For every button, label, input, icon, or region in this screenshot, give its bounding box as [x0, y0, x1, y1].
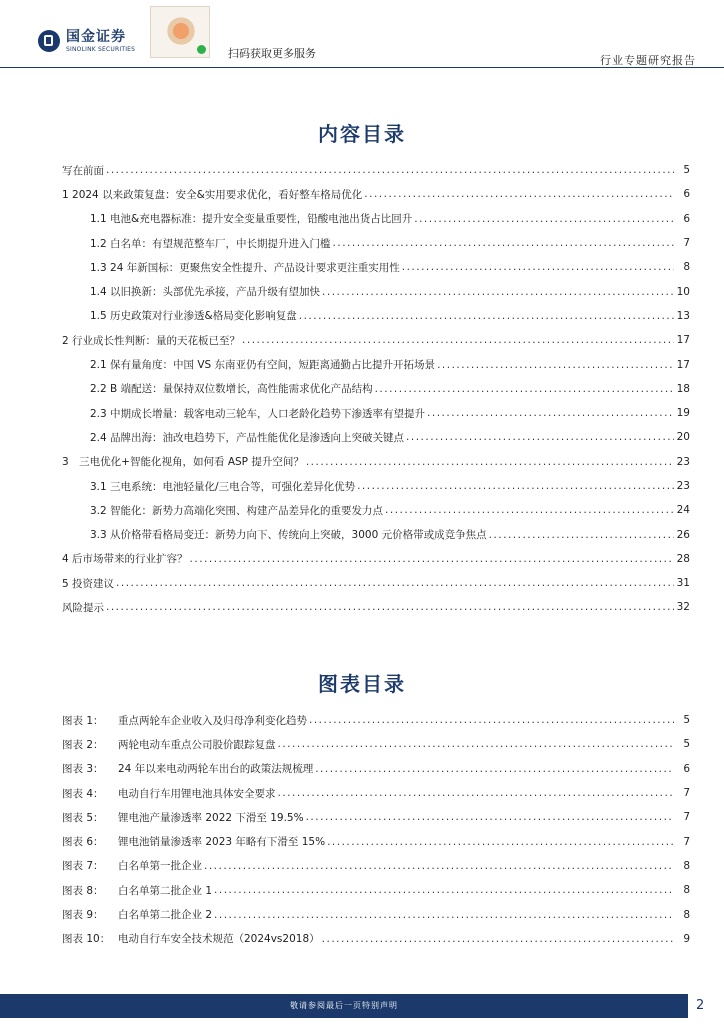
wechat-icon: [197, 45, 206, 54]
figure-entry-label: 白名单第二批企业 2: [118, 909, 213, 922]
figure-entry[interactable]: [62, 805, 690, 829]
toc-entry-page: 17: [676, 334, 690, 347]
toc-entry-label: 3.3 从价格带看格局变迁：新势力向下、传统向上突破，3000 元价格带或成竞争焦点: [90, 529, 487, 542]
toc-entry-page: 24: [676, 504, 690, 517]
toc-entry[interactable]: [62, 595, 690, 619]
toc-entry[interactable]: [62, 474, 690, 498]
footer-band: [0, 994, 688, 1018]
figure-entry[interactable]: [62, 927, 690, 951]
figure-entry-label: 电动自行车用锂电池具体安全要求: [118, 787, 276, 800]
figure-list-title: 图表目录: [318, 672, 406, 696]
toc-entry[interactable]: [62, 207, 690, 231]
figure-entry[interactable]: [62, 708, 690, 732]
brand-name-en: SINOLINK SECURITIES: [66, 45, 136, 53]
figure-leader-dots: [322, 933, 674, 945]
toc-entry-label: 3 三电优化+智能化视角，如何看 ASP 提升空间？: [62, 456, 304, 469]
toc-leader-dots: [299, 310, 674, 322]
figure-entry-number: 图表 3：: [62, 763, 104, 776]
figure-leader-dots: [306, 811, 674, 823]
figure-entry-number: 图表 2：: [62, 738, 104, 751]
toc-entry-label: 1.2 白名单：有望规范整车厂，中长期提升进入门槛: [90, 237, 331, 250]
toc-entry-page: 7: [683, 237, 690, 250]
toc-entry-page: 8: [683, 261, 690, 274]
figure-entry-label: 电动自行车安全技术规范（2024vs2018）: [118, 933, 320, 946]
toc-entry[interactable]: [62, 352, 690, 376]
figure-entry-label: 重点两轮车企业收入及归母净利变化趋势: [118, 714, 307, 727]
figure-entry[interactable]: [62, 854, 690, 878]
toc-entry-page: 28: [676, 552, 690, 565]
page-header: [0, 0, 724, 66]
figure-entry-page: 9: [683, 932, 690, 945]
brand-logo: [38, 28, 135, 54]
toc-entry[interactable]: [62, 522, 690, 546]
toc-entry-label: 1.5 历史政策对行业渗透&格局变化影响复盘: [90, 310, 297, 323]
figure-entry-label: 白名单第一批企业: [118, 860, 202, 873]
toc-entry-page: 19: [676, 407, 690, 420]
toc-entry-page: 17: [676, 358, 690, 371]
toc-entry-label: 3.1 三电系统：电池轻量化/三电合等，可强化差异化优势: [90, 480, 356, 493]
figure-entry-label: 锂电池产量渗透率 2022 下滑至 19.5%: [118, 811, 304, 824]
figure-entry-number: 图表 4：: [62, 787, 104, 800]
figure-leader-dots: [327, 836, 674, 848]
toc-entry-label: 2 行业成长性判断：量的天花板已至？: [62, 334, 241, 347]
toc-entry-label: 5 投资建议: [62, 577, 115, 590]
toc-entry[interactable]: [62, 377, 690, 401]
figure-entry-label: 锂电池销量渗透率 2023 年略有下滑至 15%: [118, 836, 326, 849]
toc-entry-label: 2.4 品牌出海：油改电趋势下，产品性能优化是渗透向上突破关键点: [90, 431, 405, 444]
figure-entry-number: 图表 5：: [62, 811, 104, 824]
toc-entry-page: 32: [676, 601, 690, 614]
figure-leader-dots: [315, 763, 674, 775]
toc-entry[interactable]: [62, 231, 690, 255]
toc-entry[interactable]: [62, 255, 690, 279]
qr-avatar-icon: [165, 15, 197, 47]
figure-entry-page: 7: [683, 811, 690, 824]
figure-entry-page: 8: [683, 859, 690, 872]
toc-leader-dots: [116, 577, 674, 589]
toc-entry-page: 6: [683, 188, 690, 201]
figure-entry-page: 6: [683, 762, 690, 775]
toc-entry-label: 1 2024 以来政策复盘：安全&实用要求优化，看好整车格局优化: [62, 188, 363, 201]
table-of-contents: [62, 158, 690, 620]
toc-entry-label: 1.1 电池&充电器标准：提升安全变量重要性，铅酸电池出货占比回升: [90, 213, 413, 226]
figure-list: [62, 708, 690, 951]
toc-leader-dots: [437, 359, 674, 371]
toc-entry-page: 6: [683, 212, 690, 225]
figure-entry-page: 7: [683, 835, 690, 848]
figure-entry-number: 图表 7：: [62, 860, 104, 873]
figure-entry[interactable]: [62, 902, 690, 926]
toc-leader-dots: [357, 480, 674, 492]
figure-entry-number: 图表 10：: [62, 933, 111, 946]
figure-leader-dots: [278, 787, 675, 799]
figure-entry-page: 5: [683, 738, 690, 751]
figure-entry-number: 图表 9：: [62, 909, 104, 922]
toc-entry-label: 4 后市场带来的行业扩容？: [62, 553, 188, 566]
figure-leader-dots: [214, 909, 674, 921]
footer-disclaimer: 敬请参阅最后一页特别声明: [290, 1001, 398, 1010]
figure-entry-number: 图表 8：: [62, 884, 104, 897]
toc-leader-dots: [106, 601, 674, 613]
figure-entry-number: 图表 1：: [62, 714, 104, 727]
toc-leader-dots: [402, 261, 674, 273]
figure-entry-number: 图表 6：: [62, 836, 104, 849]
qr-code-icon[interactable]: [150, 6, 210, 58]
figure-entry[interactable]: [62, 781, 690, 805]
toc-leader-dots: [242, 334, 674, 346]
toc-leader-dots: [190, 553, 674, 565]
toc-entry-page: 23: [676, 480, 690, 492]
figure-entry[interactable]: [62, 829, 690, 853]
toc-entry-label: 2.1 保有量角度：中国 VS 东南亚仍有空间，短距离通勤占比提升开拓场景: [90, 359, 436, 372]
toc-leader-dots: [306, 456, 674, 468]
figure-entry-page: 8: [683, 884, 690, 897]
toc-entry-label: 1.4 以旧换新：头部优先承接，产品升级有望加快: [90, 286, 321, 299]
toc-entry[interactable]: [62, 450, 690, 474]
toc-leader-dots: [375, 383, 674, 395]
figure-entry-label: 两轮电动车重点公司股价跟踪复盘: [118, 738, 276, 751]
toc-entry-page: 26: [676, 528, 690, 541]
brand-name-cn: 国金证券: [66, 28, 126, 45]
header-divider: [0, 67, 724, 68]
toc-entry[interactable]: [62, 328, 690, 352]
figure-entry-label: 24 年以来电动两轮车出台的政策法规梳理: [118, 763, 314, 776]
figure-leader-dots: [309, 714, 674, 726]
toc-entry[interactable]: [62, 547, 690, 571]
toc-entry-label: 3.2 智能化：新势力高端化突围、构建产品差异化的重要发力点: [90, 504, 384, 517]
figure-leader-dots: [214, 884, 674, 896]
figure-leader-dots: [278, 738, 675, 750]
brand-name: [66, 30, 135, 53]
figure-entry-label: 白名单第二批企业 1: [118, 884, 213, 897]
toc-leader-dots: [414, 213, 674, 225]
toc-entry-page: 31: [676, 577, 690, 590]
figure-entry-page: 5: [683, 714, 690, 727]
toc-leader-dots: [406, 431, 674, 443]
figure-entry[interactable]: [62, 732, 690, 756]
toc-entry[interactable]: [62, 304, 690, 328]
toc-entry[interactable]: [62, 498, 690, 522]
toc-entry[interactable]: [62, 158, 690, 182]
toc-entry-label: 2.3 中期成长增量：载客电动三轮车，人口老龄化趋势下渗透率有望提升: [90, 407, 426, 420]
toc-entry-page: 23: [676, 455, 690, 468]
toc-entry-page: 13: [676, 309, 690, 322]
page-number: 2: [696, 998, 705, 1013]
toc-entry[interactable]: [62, 182, 690, 206]
toc-entry[interactable]: [62, 279, 690, 303]
toc-leader-dots: [364, 188, 674, 200]
toc-leader-dots: [106, 164, 674, 176]
toc-leader-dots: [489, 529, 674, 541]
toc-entry[interactable]: [62, 571, 690, 595]
figure-entry[interactable]: [62, 757, 690, 781]
sinolink-logo-icon: [38, 30, 60, 52]
toc-entry[interactable]: [62, 401, 690, 425]
toc-title: 内容目录: [318, 122, 406, 146]
figure-leader-dots: [204, 860, 674, 872]
figure-entry[interactable]: [62, 878, 690, 902]
toc-entry-page: 20: [676, 431, 690, 444]
toc-entry-label: 2.2 B 端配送：量保持双位数增长，高性能需求优化产品结构: [90, 383, 373, 396]
toc-leader-dots: [322, 286, 674, 298]
toc-entry[interactable]: [62, 425, 690, 449]
toc-entry-label: 写在前面: [62, 164, 104, 177]
toc-entry-label: 1.3 24 年新国标：更聚焦安全性提升、产品设计要求更注重实用性: [90, 261, 400, 274]
figure-entry-page: 7: [683, 787, 690, 800]
toc-entry-page: 10: [676, 285, 690, 298]
toc-leader-dots: [333, 237, 674, 249]
toc-entry-label: 风险提示: [62, 601, 104, 614]
toc-leader-dots: [385, 504, 674, 516]
report-type: 行业专题研究报告: [600, 54, 696, 67]
toc-leader-dots: [427, 407, 674, 419]
toc-entry-page: 18: [676, 382, 690, 395]
scan-prompt: 扫码获取更多服务: [228, 47, 316, 60]
toc-entry-page: 5: [683, 164, 690, 177]
figure-entry-page: 8: [683, 908, 690, 921]
